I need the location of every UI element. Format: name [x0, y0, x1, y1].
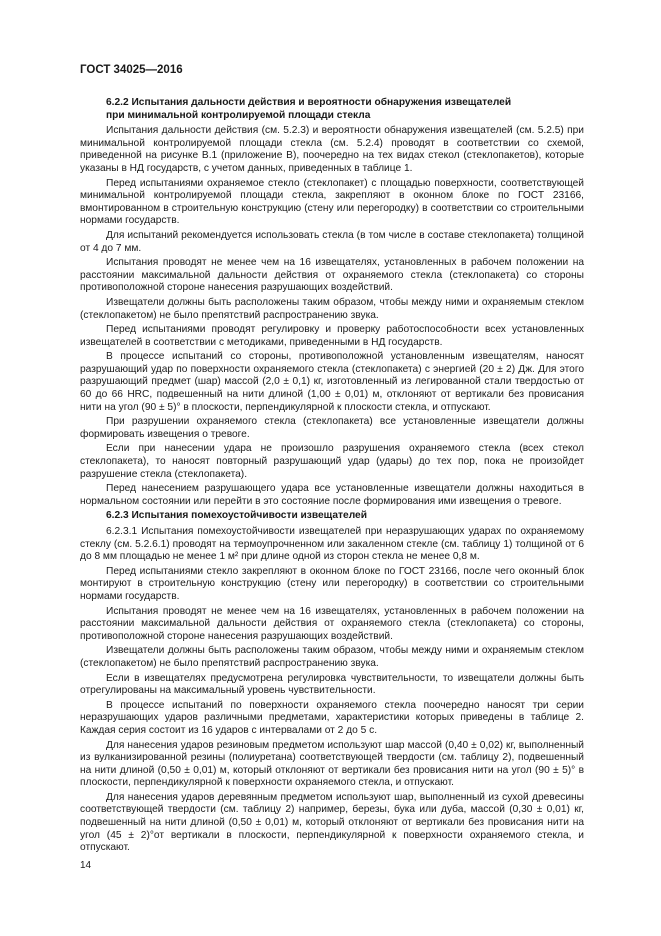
paragraph: Извещатели должны быть расположены таким образом, чтобы между ними и охраняемым стеклом (стеклопакетом) не было препятствий распространению звука.: [80, 296, 584, 321]
section-heading: [80, 510, 584, 523]
paragraph: Испытания проводят не менее чем на 16 извещателях, установленных в рабочем положении на расстоянии максимальной дальности действия от охраняемого стекла (стеклопакета) со стороны, противоположной стороне нанесения разрушающих воздействий.: [80, 605, 584, 642]
paragraph: Испытания дальности действия (см. 5.2.3) и вероятности обнаружения извещателей (см. 5.2.5) при минимальной контролируемой площади стекла (см. 5.2.4) проводят в соответствии со схемой, приведенной на рисунке В.1 (приложение В), поочередно на тех видах стекол (стеклопакетов), которые указаны в НД государств, с учетом данных, приведенных в таблице 1.: [80, 125, 584, 174]
paragraph: Перед нанесением разрушающего удара все установленные извещатели должны находиться в нормальном состоянии или перейти в это состояние после формирования ими извещения о тревоге.: [80, 483, 584, 507]
page-number: 14: [80, 860, 92, 871]
paragraph: 6.2.3.1 Испытания помехоустойчивости извещателей при неразрушающих ударах по охраняемому стеклу (см. 5.2.6.1) проводят на термоупрочненном или закаленном стекле (см. таблицу 1) толщиной от 6 до 8 мм площадью не менее 1 м² при длине одной из сторон стекла не менее 0,8 м.: [80, 526, 584, 563]
paragraph: Если при нанесении удара не произошло разрушения охраняемого стекла (всех стекол стеклопакета), то наносят повторный разрушающий удар (удары) до тех пор, пока не произойдет разрушение стекла (стеклопакета).: [80, 443, 584, 480]
paragraph: Перед испытаниями стекло закрепляют в оконном блоке по ГОСТ 23166, после чего оконный блок монтируют в строительную конструкцию (стену или перегородку) в соответствии со строительными нормами государств.: [80, 565, 584, 602]
paragraph: Для нанесения ударов резиновым предметом используют шар массой (0,40 ± 0,02) кг, выполненный из вулканизированной резины (полиуретана) соответствующей твердости (см. таблицу 2), подвешенный на нити длиной (0,50 ± 0,01) м, который отклоняют от вертикали без провисания нити на угол (90 ± 5)° в плоскости, перпендикулярной к поверхности охраняемого стекла, и отпускают.: [80, 739, 584, 789]
document-body: [80, 97, 584, 857]
paragraph: Извещатели должны быть расположены таким образом, чтобы между ними и охраняемым стеклом (стеклопакетом) не было препятствий распространению звука.: [80, 645, 584, 669]
paragraph: При разрушении охраняемого стекла (стеклопакета) все установленные извещатели должны формировать извещения о тревоге.: [80, 416, 584, 440]
paragraph: Если в извещателях предусмотрена регулировка чувствительности, то извещатели должны быть отрегулированы на максимальный уровень чувствительности.: [80, 672, 584, 697]
paragraph: Перед испытаниями проводят регулировку и проверку работоспособности всех установленных извещателей в соответствии с методиками, приведенными в НД государств.: [80, 324, 584, 348]
paragraph: Перед испытаниями охраняемое стекло (стеклопакет) с площадью поверхности, соответствующей минимальной контролируемой площади стекла, закрепляют в оконном блоке по ГОСТ 23166, вмонтированном в строительную конструкцию (стену или перегородку) в соответствии со строительными нормами государств.: [80, 177, 584, 227]
paragraph: В процессе испытаний по поверхности охраняемого стекла поочередно наносят три серии неразрушающих ударов различными предметами, характеристики которых приведены в таблице 2. Каждая серия состоит из 16 ударов с интервалами от 2 до 5 с.: [80, 699, 584, 736]
section-heading-line: 6.2.3 Испытания помехоустойчивости извещателей: [106, 510, 367, 522]
paragraph: Для испытаний рекомендуется использовать стекла (в том числе в составе стеклопакета) толщиной от 4 до 7 мм.: [80, 229, 584, 254]
paragraph: Испытания проводят не менее чем на 16 извещателях, установленных в рабочем положении на расстоянии максимальной дальности действия от охраняемого стекла (стеклопакета) со стороны противоположной стороне нанесения разрушающих воздействий.: [80, 257, 584, 294]
section-heading-line: 6.2.2 Испытания дальности действия и вероятности обнаружения извещателей: [106, 97, 512, 108]
section-heading: [80, 97, 584, 122]
document-header: ГОСТ 34025—2016: [80, 64, 183, 76]
paragraph: Для нанесения ударов деревянным предметом используют шар, выполненный из сухой древесины соответствующей твердости (см. таблицу 2) например, березы, бука или дуба, массой (0,30 ± 0,01) кг, подвешенный на нити длиной (0,50 ± 0,01) м, который отклоняют от вертикали без провисания нити на угол (45 ± 2)°от вертикали в плоскости, перпендикулярной к поверхности охраняемого стекла, и отпускают.: [80, 791, 584, 854]
section-heading-line: при минимальной контролируемой площади стекла: [106, 109, 371, 121]
paragraph: В процессе испытаний со стороны, противоположной установленным извещателям, наносят разрушающий удар по поверхности охраняемого стекла (стеклопакета) с энергией (20 ± 2) Дж. Для этого разрушающий предмет (шар) массой (2,0 ± 0,1) кг, изготовленный из легированной стали твердостью от 60 до 66 HRC, подвешенный на нити длиной (1,00 ± 0,01) м, отклоняют от вертикали без провисания нити на угол (90 ± 5)° в плоскости, перпендикулярной к плоскости стекла, и отпускают.: [80, 351, 584, 413]
